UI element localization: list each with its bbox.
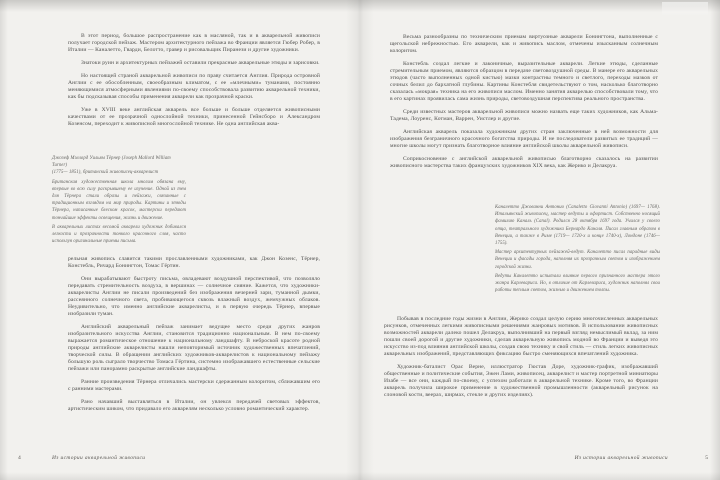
- caption-text: Каналетто Джованни Антонио (Canaletto Giovanni Antonio) (1697— 1768). Итальянский живописец, мастер ведуты и офортист. Собственно носящий фамилию Каналь (Canal). Родился 28 октября 1697 года. Учился у своего отца, театрального художника Бернардо Каналя. Писал главным образом в Венеции, а также в Риме (1719— 1720-х и конце 1740-х), Лондоне (1746— 1755).: [495, 205, 660, 247]
- paragraph: Художник-баталист Орас Верне, иллюстратор Гюстав Доре, художник-график, изображавший общественные и политические события, Эжен Лами, живописец, акварелист и мастер портретной миниатюры Изабе — все они, каждый по-своему, с успехом работали в акварельной технике. Кроме того, во Франции акварель получила широкое применение в художественной промышленности (акварельный рисунок на слоновой кости, веерах, ширмах, стекле и других изделиях).: [384, 364, 658, 398]
- scan-edge-shadow-top: [0, 0, 720, 12]
- paragraph: Соприкосновение с английской акварельной живописью благотворно сказалось на развитии живописного мастерства таких французских художников XIX века, как Жерико и Делакруа.: [390, 156, 658, 169]
- page-number: 4: [18, 455, 21, 461]
- paragraph: Английский акварельный пейзаж занимает ведущее место среди других жанров изобразительного искусства Англии, становится традиционно национальным. В нем по-своему выражается романтическое отношение к национальному ландшафту. В неброской красоте родной природы английские акварелисты нашли неповторимый источник художественных впечатлений, творческой силы. В обращении английских художников-акварелистов к национальному пейзажу большую роль сыграло творчество Томаса Гёртина, системно изображавшего естественные сельские пейзажи или панорамно раскрытые английские ландшафты.: [68, 324, 320, 372]
- caption-text: В акварельных листах весомой акварели художник добивался легкости и прозрачности тонкого красочного слоя, часто используя оригинальные приемы письма.: [52, 224, 186, 245]
- caption-text: Ведуты Каналетто испытали влияние первого признанного мастера этого жанра Карлевариса. Но, в отличие от Карлевариса, художник наполнял свои работы теплым светом, жизнью и движением толпы.: [495, 273, 660, 294]
- right-page-top-text: [390, 34, 658, 176]
- paragraph: Но настоящей страной акварельной живописи по праву считается Англия. Природа островной Англии с ее обособленным, своеобразным климатом, с ее «млечными» туманами, постоянно меняющимися атмосферными явлениями по-своему способствовала развитию акварельной техники, как бы подсказывая способы применения акварели как прозрачной краски.: [68, 73, 320, 100]
- running-title: Из истории акварельной живописи: [574, 455, 668, 461]
- left-page-bottom-text: [68, 256, 320, 419]
- canaletto-caption: [495, 202, 660, 294]
- scan-edge-shadow-right: [710, 0, 720, 480]
- turner-caption: [52, 155, 186, 245]
- paragraph: Весьма разнообразны по техническим приемам виртуозные акварели Бонингтона, выполненные с щегольской небрежностью. Его акварели, как и живопись маслом, отмечены изысканным солнечным колоритом.: [390, 34, 658, 54]
- scan-edge-shadow-left: [0, 0, 8, 480]
- caption-text: Мастер архитектурных пейзажей-ведут. Каналетто писал парадные виды Венеции и фасады города, наполняя их прозрачным светом и изображением городской жизни.: [495, 250, 660, 270]
- running-title: Из истории акварельной живописи: [52, 455, 146, 461]
- scan-edge-shadow-bottom: [0, 472, 720, 480]
- paragraph: В этот период, большое распространение как в масляной, так и в акварельной живописи получает городской пейзаж. Мастером архитектурного пейзажа во Франции является Гюбер Робер, в Италии — Каналетто, Гварди, Белотто, гравер и рисовальщик Пиранези и другие художники.: [68, 33, 320, 53]
- paragraph: Знатоки руин и архитектурных пейзажей оставили прекрасные акварельные этюды и зарисовки.: [81, 60, 320, 66]
- paragraph: Они вырабатывают быстроту письма, овладевают воздушной перспективой, что позволяло передавать стремительность воздуха, в вершинах — солнечное сияние. Кажется, что художники-акварелисты Англии не писали произведений без изображения вечерней зари, туманной дымки, рассеянного солнечного света, пробивающегося сквозь влажный воздух, жемчужных облаков. Неудивительно, что именно английские акварелисты, и в первую очередь Тёрнер, впервые изобразили туман.: [68, 276, 320, 317]
- paragraph: Уже в XVIII веке английская акварель все больше и больше отделяется живописными качествами от ее прозрачной однослойной техники, принесенной Гейнсборо и Александром Козенсом, переходит к живописной многослойной технике. Не одна английская аква-: [68, 107, 320, 127]
- caption-artist-name: Джозеф Мэллорд Уильям Тёрнер (Joseph Mallord William Turner): [52, 156, 171, 169]
- paragraph: Среди известных мастеров акварельной живописи можно назвать еще таких художников, как Альма-Тадема, Лоуренс, Котман, Варрен, Уистлер и другие.: [390, 109, 658, 122]
- paragraph-continuation: рельная живопись славится такими прославленными художниками, как Джон Козенс, Тёрнер, Констебль, Ричард Бонингтон, Томас Гёртин.: [68, 256, 320, 269]
- paragraph: Английская акварель показала художникам других стран заключенные в ней возможности для изображения безграничного красочного богатства природы. И не последователи развитых ее традиций — многие школы могут признать благотворное влияние английской школы акварельной живописи.: [390, 129, 658, 149]
- caption-artist-dates: (1775— 1851), британский живописец-акварелист: [52, 170, 159, 176]
- right-page-bottom-text: [384, 316, 658, 405]
- paragraph: Побывав в последние годы жизни в Англии, Жерико создал целую серию многочисленных акварельных рисунков, отмеченных легкими живописными решениями жанровых мотивов. В использовании живописных возможностей акварели далеко пошел Делакруа, выполнивший на первый взгляд немыслимый вклад, за ним пошли своей дорогой и другие художники, сделав акварельную живопись модной во Франции и выведя это искусство из-под влияния английской школы, создав свою технику и свой стиль — стиль легких живописных акварельных изображений, представляющих фиксацию быстро сменяющихся впечатлений художника.: [384, 316, 658, 357]
- page-corner-highlight: [662, 2, 708, 16]
- paragraph: Ранние произведения Тёрнера отличались мастерски сдержанным колоритом, сближавшим его с ранними мастерами.: [68, 379, 320, 392]
- caption-text: Британская художественная школа многим обязана ему, впервые во всю силу раскрывшему ее изучение. Одной из тем для Тёрнера стали образы и пейзажи, связанные с традиционным взглядом на мир природы. Картины и этюды Тёрнера, написанные блеском красок, мастерски передают тончайшие эффекты освещения, жизнь и движение.: [52, 179, 186, 221]
- left-page-top-text: [68, 33, 320, 134]
- right-page: [360, 0, 720, 480]
- page-number: 5: [705, 455, 708, 461]
- page-gutter-shadow: [346, 0, 374, 480]
- paragraph: Рано начавший выставляться в Италии, он увлекся передачей световых эффектов, артистическим шиком, что придавало его акварелям несколько условно романтический характер.: [68, 399, 320, 412]
- paragraph: Констебль создал легкие и лаконичные, выразительные акварели. Легкие этюды, сделанные стремительным приемом, являются образцом в передаче световоздушной среды. В манере его акварельных этюдов (часто выполненных одной кистью) мазки контрастны темного и светлого, переходы мазков от сочных белил до бархатной глубины. Картины Констебля свидетельствуют о том, насколько благотворно сказалась «мокрая» техника на его живописи маслом. Именно занятия акварелью способствовали тому, что в его картинах проявилась сама жизнь природы, световоздушная перспектива реального пространства.: [390, 61, 658, 102]
